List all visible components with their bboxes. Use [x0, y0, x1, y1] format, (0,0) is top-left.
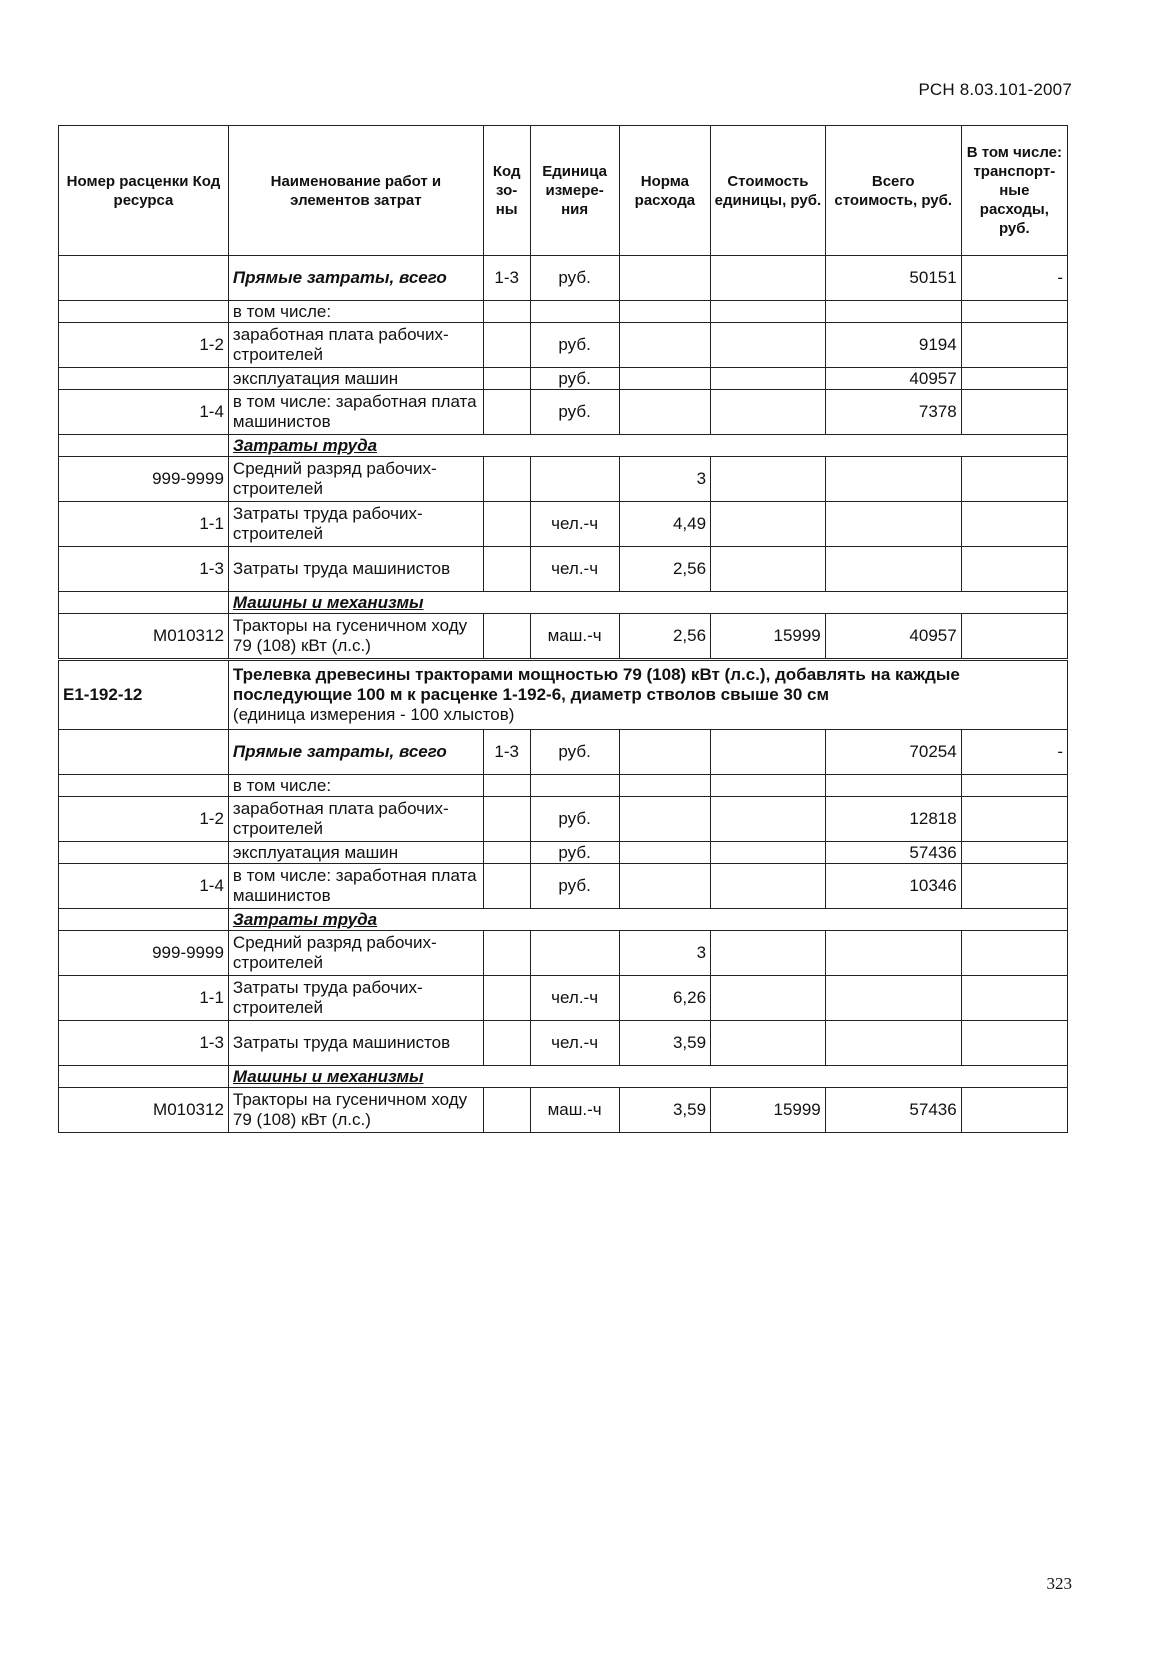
row-name: заработная плата рабочих-строителей [228, 323, 483, 368]
row-code: 1-3 [59, 547, 229, 592]
section-title: Машины и механизмы [228, 592, 1067, 614]
rates-table [58, 125, 1068, 1133]
row-code: 999-9999 [59, 931, 229, 976]
rate-header-row [59, 660, 1068, 730]
header-total: Всего стоимость, руб. [825, 126, 961, 256]
table-row [59, 368, 1068, 390]
row-total: 40957 [825, 368, 961, 390]
row-total: 70254 [825, 730, 961, 775]
row-unit: чел.-ч [530, 502, 619, 547]
row-name: Затраты труда рабочих-строителей [228, 502, 483, 547]
row-unit: руб. [530, 256, 619, 301]
table-row [59, 256, 1068, 301]
header-zone: Код зо-ны [483, 126, 530, 256]
section-row [59, 1066, 1068, 1088]
header-norm: Норма расхода [619, 126, 710, 256]
row-unit: руб. [530, 323, 619, 368]
row-unit: чел.-ч [530, 976, 619, 1021]
table-row [59, 797, 1068, 842]
header-unit-cost: Стоимость единицы, руб. [711, 126, 826, 256]
row-name: Прямые затраты, всего [228, 256, 483, 301]
section-title: Машины и механизмы [228, 1066, 1067, 1088]
row-name: Средний разряд рабочих-строителей [228, 457, 483, 502]
row-unit: чел.-ч [530, 547, 619, 592]
row-unit: руб. [530, 864, 619, 909]
row-code: 1-4 [59, 390, 229, 435]
row-name: эксплуатация машин [228, 842, 483, 864]
row-unit-cost: 15999 [711, 614, 826, 660]
section-row [59, 592, 1068, 614]
table-row [59, 1088, 1068, 1133]
row-unit: маш.-ч [530, 614, 619, 660]
row-code: 1-1 [59, 502, 229, 547]
row-code: М010312 [59, 614, 229, 660]
table-row [59, 864, 1068, 909]
row-name: Тракторы на гусеничном ходу 79 (108) кВт (л.с.) [228, 614, 483, 660]
row-unit-cost: 15999 [711, 1088, 826, 1133]
page-number: 323 [1046, 1574, 1072, 1593]
row-name: в том числе: [228, 301, 483, 323]
row-total: 40957 [825, 614, 961, 660]
row-total: 9194 [825, 323, 961, 368]
rate-unit-note: (единица измерения - 100 хлыстов) [232, 705, 515, 724]
section-title: Затраты труда [228, 435, 1067, 457]
rate-description [228, 660, 1067, 730]
row-unit: руб. [530, 368, 619, 390]
table-row [59, 502, 1068, 547]
row-norm: 6,26 [619, 976, 710, 1021]
section-row [59, 909, 1068, 931]
row-unit: чел.-ч [530, 1021, 619, 1066]
row-unit: руб. [530, 390, 619, 435]
row-code: 1-4 [59, 864, 229, 909]
table-row [59, 301, 1068, 323]
row-unit: руб. [530, 730, 619, 775]
row-norm: 3,59 [619, 1021, 710, 1066]
table-row [59, 842, 1068, 864]
row-total: 50151 [825, 256, 961, 301]
row-norm: 2,56 [619, 614, 710, 660]
header-name: Наименование работ и элементов затрат [228, 126, 483, 256]
row-zone: 1-3 [483, 256, 530, 301]
document-code: РСН 8.03.101-2007 [918, 80, 1072, 99]
row-transport: - [961, 730, 1067, 775]
row-norm: 2,56 [619, 547, 710, 592]
row-name: в том числе: [228, 775, 483, 797]
header-unit: Единица измере-ния [530, 126, 619, 256]
row-name: заработная плата рабочих-строителей [228, 797, 483, 842]
table-row [59, 775, 1068, 797]
row-code: 1-3 [59, 1021, 229, 1066]
row-code: 999-9999 [59, 457, 229, 502]
rate-code: Е1-192-12 [59, 660, 229, 730]
row-name: Затраты труда машинистов [228, 1021, 483, 1066]
row-code: 1-1 [59, 976, 229, 1021]
row-unit: руб. [530, 797, 619, 842]
row-name: в том числе: заработная плата машинистов [228, 390, 483, 435]
table-row [59, 390, 1068, 435]
row-total: 57436 [825, 1088, 961, 1133]
header-row [59, 126, 1068, 256]
row-total: 10346 [825, 864, 961, 909]
row-unit: маш.-ч [530, 1088, 619, 1133]
section-title: Затраты труда [228, 909, 1067, 931]
header-code: Номер расценки Код ресурса [59, 126, 229, 256]
table-row [59, 323, 1068, 368]
rate-title: Трелевка древесины тракторами мощностью 79 (108) кВт (л.с.), добавлять на каждые последующие 100 м к расценке 1-192-6, диаметр стволов свыше 30 см [232, 665, 960, 704]
row-norm: 3 [619, 931, 710, 976]
row-total: 7378 [825, 390, 961, 435]
row-norm: 3 [619, 457, 710, 502]
row-code: 1-2 [59, 323, 229, 368]
row-code: 1-2 [59, 797, 229, 842]
table-row [59, 976, 1068, 1021]
row-name: эксплуатация машин [228, 368, 483, 390]
table-row [59, 730, 1068, 775]
row-name: Затраты труда рабочих-строителей [228, 976, 483, 1021]
row-norm: 4,49 [619, 502, 710, 547]
row-name: в том числе: заработная плата машинистов [228, 864, 483, 909]
row-name: Средний разряд рабочих-строителей [228, 931, 483, 976]
table-row [59, 1021, 1068, 1066]
row-total: 12818 [825, 797, 961, 842]
row-norm: 3,59 [619, 1088, 710, 1133]
row-unit: руб. [530, 842, 619, 864]
table-row [59, 614, 1068, 660]
row-code: М010312 [59, 1088, 229, 1133]
row-transport: - [961, 256, 1067, 301]
row-total: 57436 [825, 842, 961, 864]
row-zone: 1-3 [483, 730, 530, 775]
table-row [59, 931, 1068, 976]
header-transport: В том числе: транспорт-ные расходы, руб. [961, 126, 1067, 256]
table-row [59, 547, 1068, 592]
table-row [59, 457, 1068, 502]
row-name: Тракторы на гусеничном ходу 79 (108) кВт (л.с.) [228, 1088, 483, 1133]
row-name: Затраты труда машинистов [228, 547, 483, 592]
row-name: Прямые затраты, всего [228, 730, 483, 775]
section-row [59, 435, 1068, 457]
